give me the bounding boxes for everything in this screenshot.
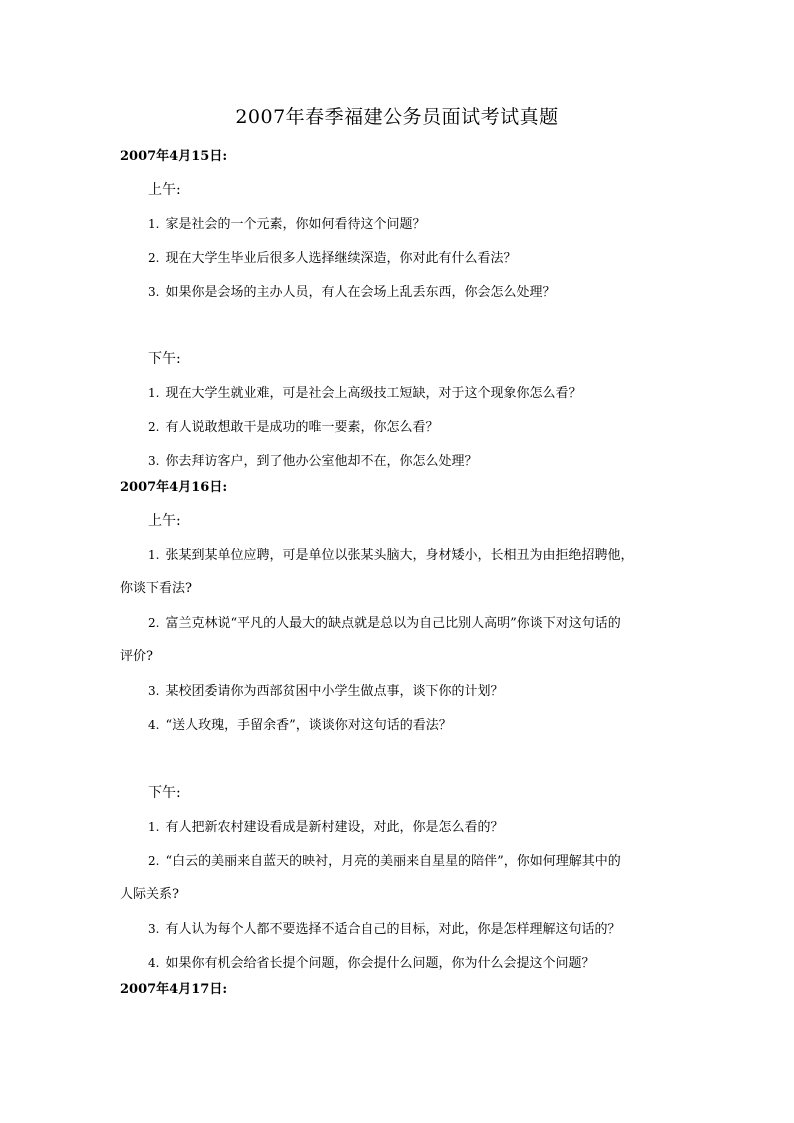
question-number: 2. [148, 251, 160, 265]
question-text: 现在大学生毕业后很多人选择继续深造，你对此有什么看法？ [165, 251, 517, 266]
question-item [148, 614, 678, 633]
session-label-morning: 上午: [148, 182, 181, 198]
question-item [148, 546, 678, 565]
session-label-afternoon: 下午: [148, 351, 181, 367]
question-item [148, 682, 678, 701]
session-label-morning: 上午: [148, 513, 181, 529]
session-label-afternoon: 下午: [148, 785, 181, 801]
question-text: 有人认为每个人都不要选择不适合自己的目标，对此，你是怎样理解这句话的？ [165, 922, 621, 937]
question-item [148, 852, 678, 871]
question-number: 3. [148, 454, 160, 468]
question-item [148, 920, 678, 939]
question-number: 4. [148, 718, 160, 732]
question-item [148, 418, 678, 437]
question-number: 2. [148, 420, 160, 434]
question-text: 如果你有机会给省长提个问题，你会提什么问题，你为什么会提这个问题？ [165, 956, 595, 971]
question-number: 1. [148, 217, 160, 231]
date-heading-day3: 2007年4月17日: [120, 982, 228, 997]
question-item [148, 215, 678, 234]
question-number: 3. [148, 922, 160, 936]
document-title: 2007年春季福建公务员面试考试真题 [235, 106, 559, 128]
question-text: “送人玫瑰，手留余香”，谈谈你对这句话的看法？ [165, 718, 452, 733]
question-item [148, 818, 678, 837]
question-item [148, 249, 678, 268]
question-text: 如果你是会场的主办人员，有人在会场上乱丢东西，你会怎么处理？ [165, 285, 556, 300]
question-text: 有人把新农村建设看成是新村建设，对此，你是怎么看的？ [165, 820, 504, 835]
question-item [148, 716, 678, 735]
date-heading-day1: 2007年4月15日: [120, 149, 228, 164]
question-item [148, 954, 678, 973]
question-number: 3. [148, 285, 160, 299]
question-item [148, 452, 678, 471]
question-item [148, 283, 678, 302]
question-text: 家是社会的一个元素，你如何看待这个问题？ [165, 217, 426, 232]
question-number: 1. [148, 820, 160, 834]
question-number: 4. [148, 956, 160, 970]
question-text: “白云的美丽来自蓝天的映衬，月亮的美丽来自星星的陪伴”，你如何理解其中的 [165, 854, 621, 869]
question-number: 2. [148, 616, 160, 630]
question-continuation: 人际关系? [120, 887, 179, 902]
question-continuation: 你谈下看法? [120, 581, 192, 596]
question-continuation: 评价? [120, 649, 153, 664]
date-heading-day2: 2007年4月16日: [120, 480, 228, 495]
question-text: 有人说敢想敢干是成功的唯一要素，你怎么看？ [165, 420, 439, 435]
question-text: 现在大学生就业难，可是社会上高级技工短缺，对于这个现象你怎么看？ [165, 386, 582, 401]
question-number: 3. [148, 684, 160, 698]
question-text: 某校团委请你为西部贫困中小学生做点事，谈下你的计划？ [165, 684, 504, 699]
question-text: 富兰克林说“平凡的人最大的缺点就是总以为自己比别人高明”你谈下对这句话的 [165, 616, 621, 631]
question-item [148, 384, 678, 403]
question-number: 2. [148, 854, 160, 868]
question-text: 你去拜访客户，到了他办公室他却不在，你怎么处理？ [165, 454, 478, 469]
question-number: 1. [148, 386, 160, 400]
question-text: 张某到某单位应聘，可是单位以张某头脑大，身材矮小，长相丑为由拒绝招聘他， [165, 548, 634, 563]
question-number: 1. [148, 548, 160, 562]
